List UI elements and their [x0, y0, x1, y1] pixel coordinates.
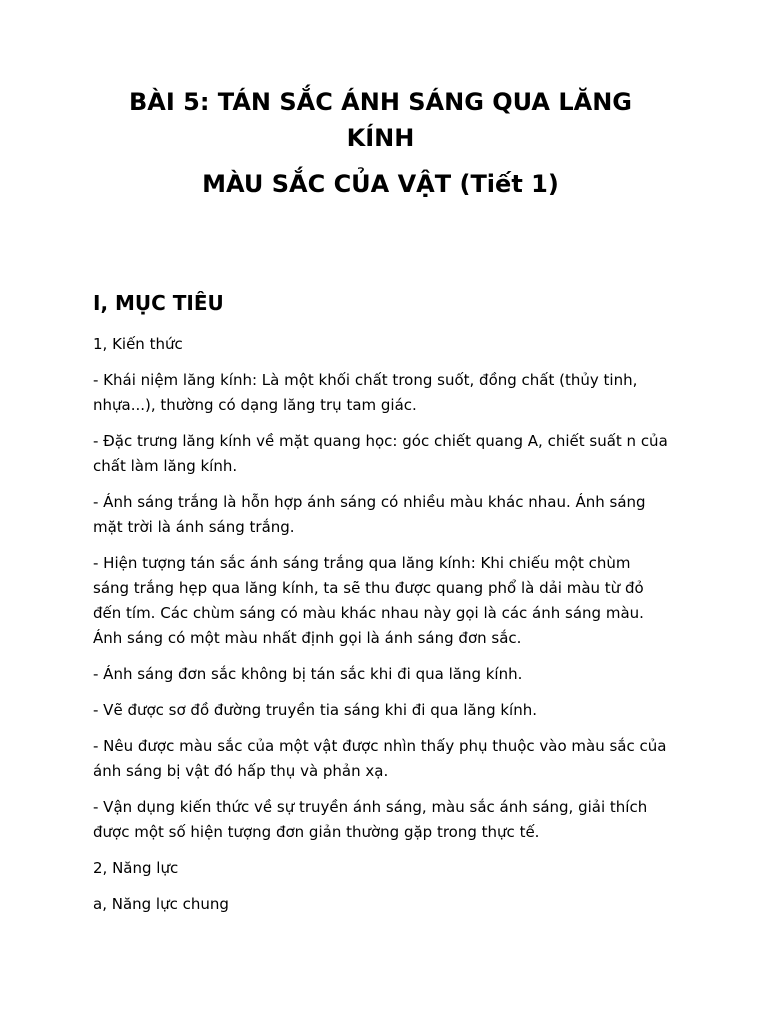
paragraph-prism-definition: - Khái niệm lăng kính: Là một khối chất trong suốt, đồng chất (thủy tinh, nhựa...), thường có dạng lăng trụ tam giác. [93, 371, 638, 414]
paragraph-white-light: - Ánh sáng trắng là hỗn hợp ánh sáng có nhiều màu khác nhau. Ánh sáng mặt trời là ánh sáng trắng. [93, 493, 646, 536]
paragraph-dispersion: - Hiện tượng tán sắc ánh sáng trắng qua lăng kính: Khi chiếu một chùm sáng trắng hẹp qua lăng kính, ta sẽ thu được quang phổ là dải màu từ đỏ đến tím. Các chùm sáng có màu khác nhau này gọi là các ánh sáng màu. Ánh sáng có một màu nhất định gọi là ánh sáng đơn sắc. [93, 554, 644, 647]
paragraph-application: - Vận dụng kiến thức về sự truyền ánh sáng, màu sắc ánh sáng, giải thích được một số hiện tượng đơn giản thường gặp trong thực tế. [93, 798, 648, 841]
document-subtitle: MÀU SẮC CỦA VẬT (Tiết 1) [202, 170, 559, 198]
paragraph-prism-optics: - Đặc trưng lăng kính về mặt quang học: góc chiết quang A, chiết suất n của chất làm lăng kính. [93, 432, 668, 475]
section-heading: I, MỤC TIÊU [93, 291, 224, 315]
paragraph-object-color: - Nêu được màu sắc của một vật được nhìn thấy phụ thuộc vào màu sắc của ánh sáng bị vật đó hấp thụ và phản xạ. [93, 737, 667, 780]
document-title: BÀI 5: TÁN SẮC ÁNH SÁNG QUA LĂNG KÍNH [129, 88, 632, 152]
paragraph-monochromatic: - Ánh sáng đơn sắc không bị tán sắc khi đi qua lăng kính. [93, 665, 523, 683]
paragraph-ray-diagram: - Vẽ được sơ đồ đường truyền tia sáng khi đi qua lăng kính. [93, 701, 538, 719]
subsection-knowledge: 1, Kiến thức [93, 335, 183, 353]
subsection-general-competence: a, Năng lực chung [93, 895, 229, 913]
subsection-competence: 2, Năng lực [93, 859, 179, 877]
